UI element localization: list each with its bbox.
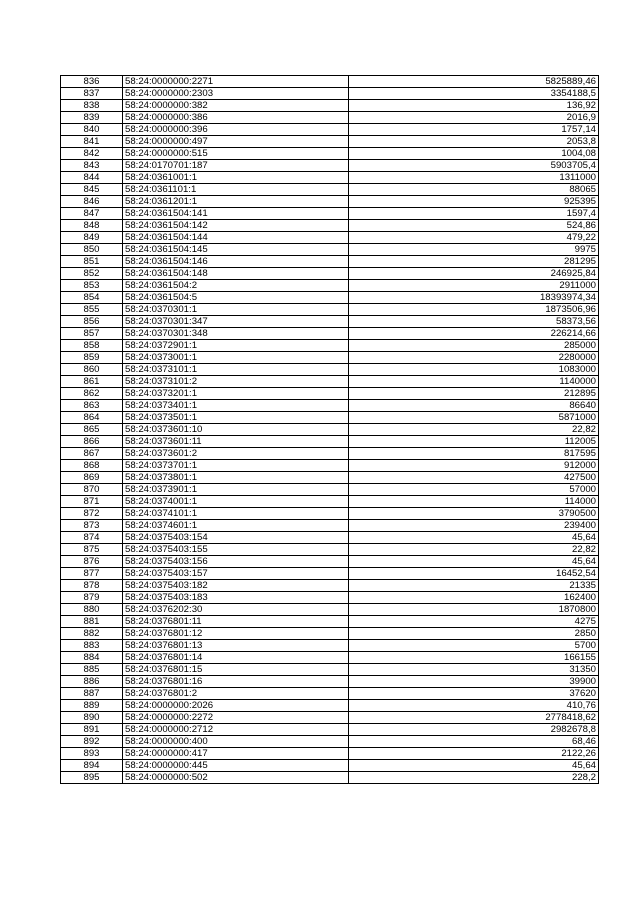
cadastral-number-cell: 58:24:0361201:1 <box>123 196 349 208</box>
cadastral-number-cell: 58:24:0361504:146 <box>123 256 349 268</box>
cadastral-number-cell: 58:24:0375403:154 <box>123 532 349 544</box>
row-number-cell: 887 <box>61 688 123 700</box>
table-row <box>61 124 599 136</box>
row-number-cell: 877 <box>61 568 123 580</box>
cadastral-number-cell: 58:24:0375403:156 <box>123 556 349 568</box>
table-row <box>61 544 599 556</box>
table-row <box>61 208 599 220</box>
value-cell: 136,92 <box>349 100 599 112</box>
row-number-cell: 861 <box>61 376 123 388</box>
cadastral-number-cell: 58:24:0000000:2026 <box>123 700 349 712</box>
value-cell: 162400 <box>349 592 599 604</box>
table-row <box>61 616 599 628</box>
table-row <box>61 268 599 280</box>
value-cell: 410,76 <box>349 700 599 712</box>
table-row <box>61 88 599 100</box>
table-row <box>61 220 599 232</box>
table-row <box>61 388 599 400</box>
value-cell: 2053,8 <box>349 136 599 148</box>
cadastral-number-cell: 58:24:0000000:497 <box>123 136 349 148</box>
cadastral-number-cell: 58:24:0000000:515 <box>123 148 349 160</box>
row-number-cell: 876 <box>61 556 123 568</box>
row-number-cell: 885 <box>61 664 123 676</box>
row-number-cell: 853 <box>61 280 123 292</box>
row-number-cell: 892 <box>61 736 123 748</box>
table-row <box>61 112 599 124</box>
table-row <box>61 604 599 616</box>
cadastral-number-cell: 58:24:0373101:1 <box>123 364 349 376</box>
row-number-cell: 844 <box>61 172 123 184</box>
table-row <box>61 160 599 172</box>
cadastral-number-cell: 58:24:0370301:347 <box>123 316 349 328</box>
row-number-cell: 874 <box>61 532 123 544</box>
value-cell: 2982678,8 <box>349 724 599 736</box>
cadastral-number-cell: 58:24:0000000:396 <box>123 124 349 136</box>
value-cell: 112005 <box>349 436 599 448</box>
value-cell: 2016,9 <box>349 112 599 124</box>
cadastral-number-cell: 58:24:0375403:182 <box>123 580 349 592</box>
value-cell: 4275 <box>349 616 599 628</box>
value-cell: 22,82 <box>349 424 599 436</box>
table-row <box>61 712 599 724</box>
table-row <box>61 628 599 640</box>
row-number-cell: 869 <box>61 472 123 484</box>
row-number-cell: 845 <box>61 184 123 196</box>
table-row <box>61 364 599 376</box>
value-cell: 114000 <box>349 496 599 508</box>
table-row <box>61 148 599 160</box>
table-row <box>61 136 599 148</box>
cadastral-number-cell: 58:24:0376801:13 <box>123 640 349 652</box>
cadastral-number-cell: 58:24:0373601:10 <box>123 424 349 436</box>
row-number-cell: 841 <box>61 136 123 148</box>
cadastral-number-cell: 58:24:0374001:1 <box>123 496 349 508</box>
row-number-cell: 875 <box>61 544 123 556</box>
row-number-cell: 884 <box>61 652 123 664</box>
table-row <box>61 472 599 484</box>
table-row <box>61 736 599 748</box>
value-cell: 3790500 <box>349 508 599 520</box>
row-number-cell: 836 <box>61 76 123 88</box>
table-row <box>61 376 599 388</box>
cadastral-number-cell: 58:24:0000000:400 <box>123 736 349 748</box>
row-number-cell: 895 <box>61 772 123 784</box>
table-row <box>61 484 599 496</box>
value-cell: 9975 <box>349 244 599 256</box>
cadastral-number-cell: 58:24:0000000:2303 <box>123 88 349 100</box>
cadastral-number-cell: 58:24:0373901:1 <box>123 484 349 496</box>
value-cell: 912000 <box>349 460 599 472</box>
cadastral-number-cell: 58:24:0000000:417 <box>123 748 349 760</box>
cadastral-number-cell: 58:24:0376801:16 <box>123 676 349 688</box>
table-row <box>61 352 599 364</box>
table-row <box>61 424 599 436</box>
row-number-cell: 882 <box>61 628 123 640</box>
value-cell: 45,64 <box>349 532 599 544</box>
row-number-cell: 849 <box>61 232 123 244</box>
table-row <box>61 724 599 736</box>
value-cell: 37620 <box>349 688 599 700</box>
row-number-cell: 867 <box>61 448 123 460</box>
row-number-cell: 866 <box>61 436 123 448</box>
table-row <box>61 520 599 532</box>
cadastral-number-cell: 58:24:0373601:2 <box>123 448 349 460</box>
cadastral-number-cell: 58:24:0373101:2 <box>123 376 349 388</box>
row-number-cell: 856 <box>61 316 123 328</box>
table-row <box>61 652 599 664</box>
value-cell: 16452,54 <box>349 568 599 580</box>
value-cell: 57000 <box>349 484 599 496</box>
cadastral-number-cell: 58:24:0372901:1 <box>123 340 349 352</box>
cadastral-number-cell: 58:24:0361504:148 <box>123 268 349 280</box>
table-row <box>61 400 599 412</box>
cadastral-number-cell: 58:24:0374601:1 <box>123 520 349 532</box>
table-row <box>61 340 599 352</box>
value-cell: 39900 <box>349 676 599 688</box>
row-number-cell: 854 <box>61 292 123 304</box>
table-row <box>61 748 599 760</box>
value-cell: 1870800 <box>349 604 599 616</box>
value-cell: 88065 <box>349 184 599 196</box>
cadastral-number-cell: 58:24:0361504:141 <box>123 208 349 220</box>
value-cell: 5825889,46 <box>349 76 599 88</box>
table-row <box>61 76 599 88</box>
row-number-cell: 889 <box>61 700 123 712</box>
table-row <box>61 664 599 676</box>
value-cell: 281295 <box>349 256 599 268</box>
row-number-cell: 872 <box>61 508 123 520</box>
value-cell: 86640 <box>349 400 599 412</box>
cadastral-number-cell: 58:24:0000000:386 <box>123 112 349 124</box>
value-cell: 226214,66 <box>349 328 599 340</box>
table-row <box>61 508 599 520</box>
cadastral-number-cell: 58:24:0370301:1 <box>123 304 349 316</box>
table-row <box>61 580 599 592</box>
row-number-cell: 851 <box>61 256 123 268</box>
row-number-cell: 870 <box>61 484 123 496</box>
cadastral-number-cell: 58:24:0373401:1 <box>123 400 349 412</box>
cadastral-number-cell: 58:24:0376801:15 <box>123 664 349 676</box>
table-row <box>61 592 599 604</box>
cadastral-number-cell: 58:24:0370301:348 <box>123 328 349 340</box>
row-number-cell: 863 <box>61 400 123 412</box>
row-number-cell: 838 <box>61 100 123 112</box>
table-row <box>61 448 599 460</box>
value-cell: 524,86 <box>349 220 599 232</box>
row-number-cell: 890 <box>61 712 123 724</box>
table-row <box>61 280 599 292</box>
value-cell: 239400 <box>349 520 599 532</box>
row-number-cell: 847 <box>61 208 123 220</box>
row-number-cell: 842 <box>61 148 123 160</box>
data-table <box>60 75 599 784</box>
table-row <box>61 688 599 700</box>
row-number-cell: 879 <box>61 592 123 604</box>
value-cell: 817595 <box>349 448 599 460</box>
value-cell: 925395 <box>349 196 599 208</box>
row-number-cell: 858 <box>61 340 123 352</box>
table-row <box>61 244 599 256</box>
cadastral-number-cell: 58:24:0375403:183 <box>123 592 349 604</box>
row-number-cell: 855 <box>61 304 123 316</box>
cadastral-number-cell: 58:24:0361504:2 <box>123 280 349 292</box>
value-cell: 3354188,5 <box>349 88 599 100</box>
table-row <box>61 328 599 340</box>
value-cell: 427500 <box>349 472 599 484</box>
row-number-cell: 883 <box>61 640 123 652</box>
row-number-cell: 848 <box>61 220 123 232</box>
row-number-cell: 891 <box>61 724 123 736</box>
cadastral-number-cell: 58:24:0375403:155 <box>123 544 349 556</box>
row-number-cell: 880 <box>61 604 123 616</box>
value-cell: 58373,56 <box>349 316 599 328</box>
cadastral-number-cell: 58:24:0361504:145 <box>123 244 349 256</box>
table-row <box>61 436 599 448</box>
value-cell: 68,46 <box>349 736 599 748</box>
cadastral-number-cell: 58:24:0373601:11 <box>123 436 349 448</box>
cadastral-number-cell: 58:24:0361001:1 <box>123 172 349 184</box>
cadastral-number-cell: 58:24:0374101:1 <box>123 508 349 520</box>
cadastral-number-cell: 58:24:0000000:382 <box>123 100 349 112</box>
value-cell: 2911000 <box>349 280 599 292</box>
row-number-cell: 850 <box>61 244 123 256</box>
table-row <box>61 760 599 772</box>
table-row <box>61 676 599 688</box>
value-cell: 31350 <box>349 664 599 676</box>
cadastral-number-cell: 58:24:0376801:11 <box>123 616 349 628</box>
row-number-cell: 839 <box>61 112 123 124</box>
row-number-cell: 881 <box>61 616 123 628</box>
table-row <box>61 412 599 424</box>
value-cell: 18393974,34 <box>349 292 599 304</box>
row-number-cell: 840 <box>61 124 123 136</box>
cadastral-number-cell: 58:24:0361504:142 <box>123 220 349 232</box>
row-number-cell: 859 <box>61 352 123 364</box>
table-row <box>61 772 599 784</box>
row-number-cell: 873 <box>61 520 123 532</box>
row-number-cell: 864 <box>61 412 123 424</box>
cadastral-number-cell: 58:24:0000000:2272 <box>123 712 349 724</box>
row-number-cell: 878 <box>61 580 123 592</box>
cadastral-number-cell: 58:24:0373201:1 <box>123 388 349 400</box>
table-row <box>61 196 599 208</box>
cadastral-number-cell: 58:24:0376801:12 <box>123 628 349 640</box>
value-cell: 5700 <box>349 640 599 652</box>
row-number-cell: 860 <box>61 364 123 376</box>
table-row <box>61 700 599 712</box>
row-number-cell: 862 <box>61 388 123 400</box>
table-row <box>61 496 599 508</box>
table-row <box>61 256 599 268</box>
value-cell: 22,82 <box>349 544 599 556</box>
cadastral-number-cell: 58:24:0373001:1 <box>123 352 349 364</box>
value-cell: 45,64 <box>349 556 599 568</box>
cadastral-number-cell: 58:24:0000000:2712 <box>123 724 349 736</box>
value-cell: 246925,84 <box>349 268 599 280</box>
cadastral-number-cell: 58:24:0000000:2271 <box>123 76 349 88</box>
table-row <box>61 232 599 244</box>
cadastral-number-cell: 58:24:0376801:2 <box>123 688 349 700</box>
value-cell: 1083000 <box>349 364 599 376</box>
value-cell: 1757,14 <box>349 124 599 136</box>
value-cell: 2778418,62 <box>349 712 599 724</box>
value-cell: 479,22 <box>349 232 599 244</box>
table-row <box>61 316 599 328</box>
value-cell: 1597,4 <box>349 208 599 220</box>
table-row <box>61 568 599 580</box>
row-number-cell: 843 <box>61 160 123 172</box>
cadastral-number-cell: 58:24:0376202:30 <box>123 604 349 616</box>
cadastral-number-cell: 58:24:0361504:144 <box>123 232 349 244</box>
row-number-cell: 894 <box>61 760 123 772</box>
table-row <box>61 460 599 472</box>
value-cell: 2122,26 <box>349 748 599 760</box>
table-row <box>61 556 599 568</box>
value-cell: 1140000 <box>349 376 599 388</box>
value-cell: 1873506,96 <box>349 304 599 316</box>
row-number-cell: 868 <box>61 460 123 472</box>
row-number-cell: 852 <box>61 268 123 280</box>
table-row <box>61 304 599 316</box>
cadastral-number-cell: 58:24:0361101:1 <box>123 184 349 196</box>
table-row <box>61 172 599 184</box>
value-cell: 45,64 <box>349 760 599 772</box>
table-row <box>61 640 599 652</box>
table-body <box>61 76 599 784</box>
row-number-cell: 893 <box>61 748 123 760</box>
row-number-cell: 886 <box>61 676 123 688</box>
table-row <box>61 292 599 304</box>
cadastral-number-cell: 58:24:0375403:157 <box>123 568 349 580</box>
value-cell: 21335 <box>349 580 599 592</box>
table-row <box>61 184 599 196</box>
row-number-cell: 857 <box>61 328 123 340</box>
cadastral-number-cell: 58:24:0000000:502 <box>123 772 349 784</box>
value-cell: 2850 <box>349 628 599 640</box>
row-number-cell: 846 <box>61 196 123 208</box>
value-cell: 166155 <box>349 652 599 664</box>
table-row <box>61 100 599 112</box>
row-number-cell: 871 <box>61 496 123 508</box>
value-cell: 2280000 <box>349 352 599 364</box>
row-number-cell: 837 <box>61 88 123 100</box>
cadastral-number-cell: 58:24:0170701:187 <box>123 160 349 172</box>
value-cell: 228,2 <box>349 772 599 784</box>
value-cell: 1311000 <box>349 172 599 184</box>
value-cell: 212895 <box>349 388 599 400</box>
cadastral-number-cell: 58:24:0373801:1 <box>123 472 349 484</box>
value-cell: 5903705,4 <box>349 160 599 172</box>
cadastral-number-cell: 58:24:0000000:445 <box>123 760 349 772</box>
value-cell: 1004,08 <box>349 148 599 160</box>
cadastral-number-cell: 58:24:0376801:14 <box>123 652 349 664</box>
table-row <box>61 532 599 544</box>
value-cell: 285000 <box>349 340 599 352</box>
cadastral-number-cell: 58:24:0361504:5 <box>123 292 349 304</box>
cadastral-number-cell: 58:24:0373501:1 <box>123 412 349 424</box>
row-number-cell: 865 <box>61 424 123 436</box>
cadastral-number-cell: 58:24:0373701:1 <box>123 460 349 472</box>
value-cell: 5871000 <box>349 412 599 424</box>
